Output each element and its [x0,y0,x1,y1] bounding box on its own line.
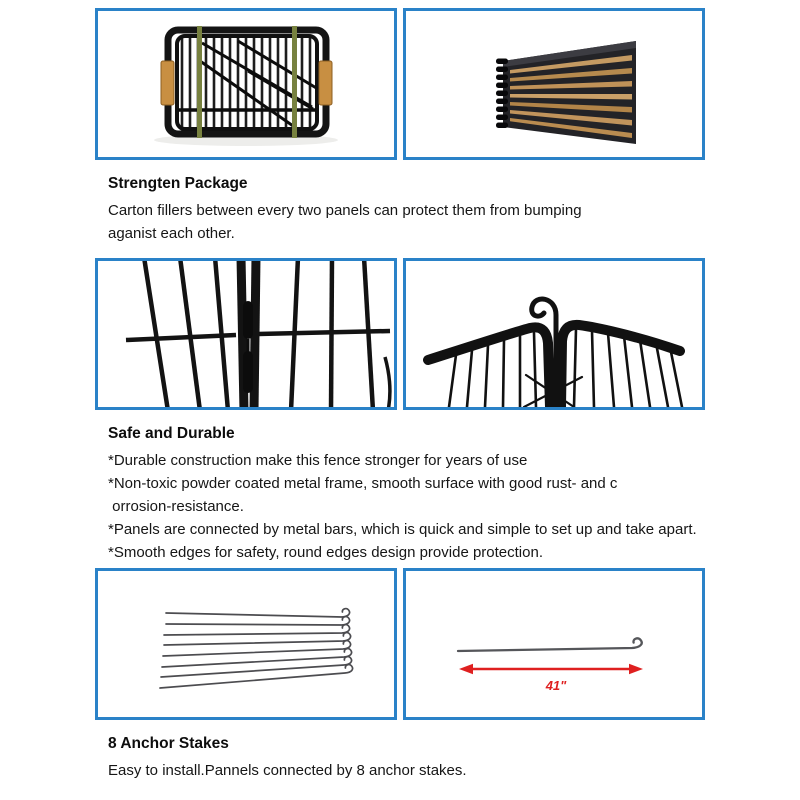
carton-fillers-between-panels-photo [403,8,705,160]
body-line: Carton fillers between every two panels can protect them from bumping [108,202,582,219]
image-row [95,568,800,720]
packing-strap [197,26,202,138]
carton-fillers-drawing [406,11,702,157]
panel-corner-hook-photo [403,258,705,410]
body-line: orrosion-resistance. [108,498,244,515]
panel-hinge-connector-photo [95,258,397,410]
body-line: *Smooth edges for safety, round edges design provide protection. [108,544,543,561]
hinge-link [243,351,253,393]
section-heading: Safe and Durable [108,425,235,442]
section-heading: 8 Anchor Stakes [108,735,229,752]
body-line: aganist each other. [108,225,235,242]
dimension-label: 41" [545,678,567,693]
section-text [108,423,800,564]
eight-anchor-stakes-photo [95,568,397,720]
folded-fence-panels-drawing [98,11,394,157]
image-row [95,8,800,160]
section-strengthen-package [0,8,800,245]
panel-hinge-drawing [98,261,394,407]
packing-strap [292,26,297,138]
section-safe-and-durable [0,258,800,564]
panel-corner-hook-drawing [406,261,702,407]
section-anchor-stakes [0,568,800,782]
hinge-link [243,301,253,339]
section-heading: Strengten Package [108,175,248,192]
single-stake-dimension-photo [403,568,705,720]
body-line: Easy to install.Pannels connected by 8 anchor stakes. [108,762,467,779]
cardboard-protector [319,61,332,105]
body-line: *Non-toxic powder coated metal frame, smooth surface with good rust- and c [108,475,618,492]
folded-fence-panels-photo [95,8,397,160]
anchor-stake [458,638,642,651]
cardboard-protector [161,61,174,105]
stake-dimension-drawing [406,571,702,717]
dimension-arrow [459,664,643,674]
section-text [108,173,800,245]
image-row [95,258,800,410]
body-line: *Durable construction make this fence stronger for years of use [108,452,528,469]
body-line: *Panels are connected by metal bars, which is quick and simple to set up and take apart. [108,521,697,538]
anchor-stakes-drawing [98,571,394,717]
section-text [108,733,800,782]
panel-edge-knobs [496,59,508,129]
